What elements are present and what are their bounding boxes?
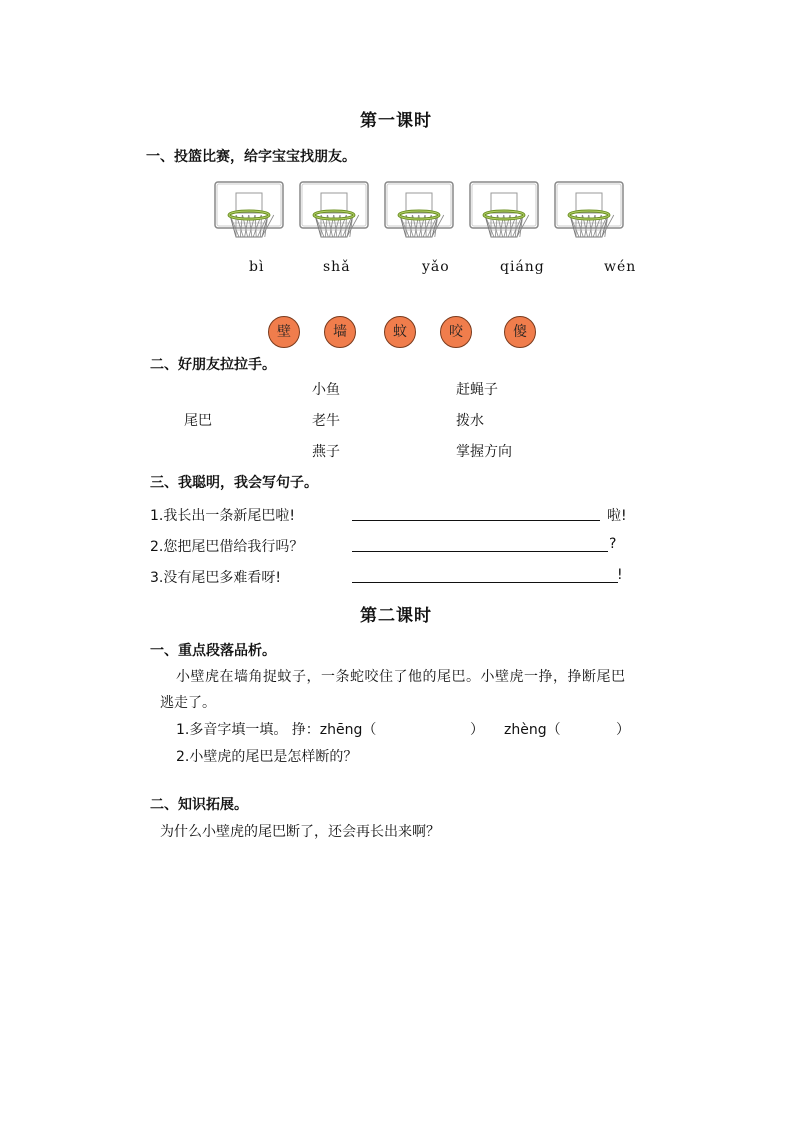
answer-line-2[interactable] [352, 551, 608, 552]
extension-question: 为什么小壁虎的尾巴断了，还会再长出来啊？ [160, 824, 440, 840]
q1-heading: 一、投篮比赛，给字宝宝找朋友。 [146, 149, 356, 165]
l2-q2-heading: 二、知识拓展。 [150, 797, 248, 813]
polyphone-zheng4: zhèng（ [504, 722, 561, 738]
ball-char-4[interactable]: 咬 [440, 316, 472, 348]
sentence-3-ending: ! [617, 567, 623, 583]
pinyin-4: qiáng [500, 259, 545, 275]
sentence-2: 2.您把尾巴借给我行吗？ [150, 539, 304, 555]
sub-question-2: 2.小壁虎的尾巴是怎样断的？ [176, 749, 358, 765]
basketball-hoop-icon[interactable] [299, 181, 369, 241]
match-middle-1: 小鱼 [312, 382, 340, 398]
q3-heading: 三、我聪明，我会写句子。 [150, 475, 318, 491]
lesson1-title: 第一课时 [360, 111, 432, 131]
sentence-3: 3.没有尾巴多难看呀! [150, 570, 281, 586]
passage-line-2: 逃走了。 [160, 695, 216, 711]
match-right-2: 拨水 [456, 413, 484, 429]
q2-heading: 二、好朋友拉拉手。 [150, 357, 276, 373]
pinyin-3: yǎo [422, 259, 450, 275]
ball-char-5[interactable]: 傻 [504, 316, 536, 348]
basketball-hoop-icon[interactable] [469, 181, 539, 241]
passage-line-1: 小壁虎在墙角捉蚊子，一条蛇咬住了他的尾巴。小壁虎一挣，挣断尾巴 [176, 669, 626, 685]
pinyin-1: bì [249, 259, 265, 275]
pinyin-2: shǎ [323, 259, 351, 275]
ball-char-3[interactable]: 蚊 [384, 316, 416, 348]
match-right-1: 赶蝇子 [456, 382, 498, 398]
ball-char-2[interactable]: 墙 [324, 316, 356, 348]
ball-char-1[interactable]: 壁 [268, 316, 300, 348]
sentence-1-ending: 啦! [607, 508, 627, 524]
match-left: 尾巴 [184, 413, 212, 429]
l2-q1-heading: 一、重点段落品析。 [150, 643, 276, 659]
lesson2-title: 第二课时 [360, 606, 432, 626]
polyphone-close-2: ） [616, 722, 630, 738]
answer-line-1[interactable] [352, 520, 600, 521]
answer-line-3[interactable] [352, 582, 618, 583]
basketball-hoop-icon[interactable] [554, 181, 624, 241]
basketball-hoop-icon[interactable] [384, 181, 454, 241]
polyphone-prompt: 1.多音字填一填。 挣：zhēng（ [176, 722, 377, 738]
basketball-hoop-icon[interactable] [214, 181, 284, 241]
sentence-2-ending: ? [609, 536, 617, 552]
match-middle-2: 老牛 [312, 413, 340, 429]
sentence-1: 1.我长出一条新尾巴啦! [150, 508, 295, 524]
match-right-3: 掌握方向 [456, 444, 512, 460]
match-middle-3: 燕子 [312, 444, 340, 460]
pinyin-5: wén [604, 259, 637, 275]
polyphone-close-1: ） [470, 722, 484, 738]
